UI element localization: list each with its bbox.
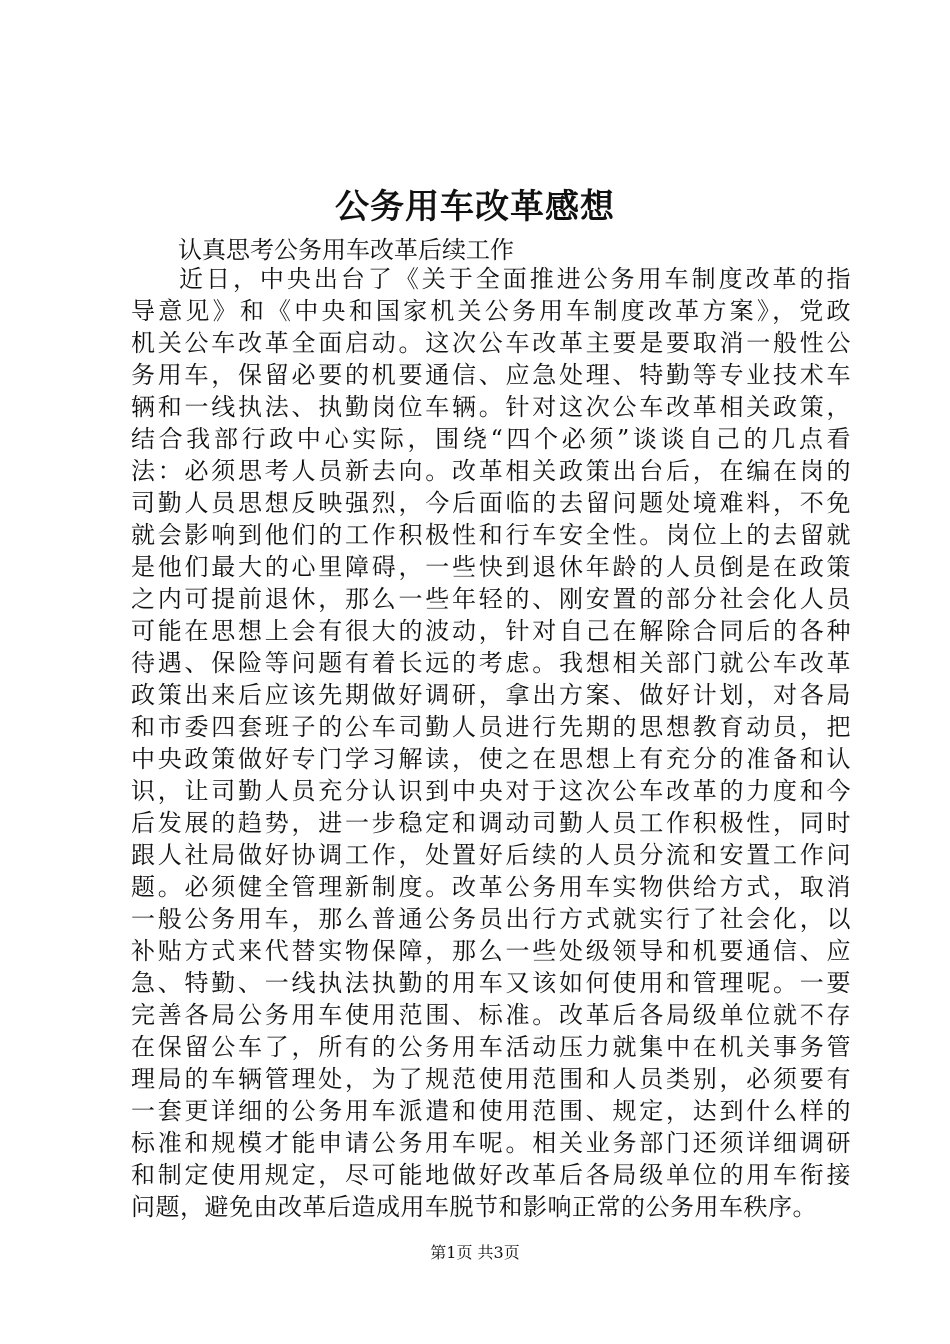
body-line: 导意见》和《中央和国家机关公务用车制度改革方案》，党政 xyxy=(131,297,851,325)
body-line: 司勤人员思想反映强烈，今后面临的去留问题处境难料，不免 xyxy=(131,489,851,517)
body-line: 可能在思想上会有很大的波动，针对自己在解除合同后的各种 xyxy=(131,617,851,645)
body-line: 政策出来后应该先期做好调研，拿出方案、做好计划，对各局 xyxy=(131,681,851,709)
body-line: 近日，中央出台了《关于全面推进公务用车制度改革的指 xyxy=(179,265,851,293)
body-line: 和制定使用规定，尽可能地做好改革后各局级单位的用车衔接 xyxy=(131,1161,851,1189)
body-line: 辆和一线执法、执勤岗位车辆。针对这次公车改革相关政策， xyxy=(131,393,851,421)
body-line: 后发展的趋势，进一步稳定和调动司勤人员工作积极性，同时 xyxy=(131,809,851,837)
body-line: 和市委四套班子的公车司勤人员进行先期的思想教育动员，把 xyxy=(131,713,851,741)
document-subtitle: 认真思考公务用车改革后续工作 xyxy=(178,236,514,264)
body-line: 急、特勤、一线执法执勤的用车又该如何使用和管理呢。一要 xyxy=(131,969,851,997)
body-line: 务用车，保留必要的机要通信、应急处理、特勤等专业技术车 xyxy=(131,361,851,389)
body-line: 补贴方式来代替实物保障，那么一些处级领导和机要通信、应 xyxy=(131,937,851,965)
document-title: 公务用车改革感想 xyxy=(335,187,615,227)
body-line: 一套更详细的公务用车派遣和使用范围、规定，达到什么样的 xyxy=(131,1097,851,1125)
body-line: 一般公务用车，那么普通公务员出行方式就实行了社会化，以 xyxy=(131,905,851,933)
body-line: 完善各局公务用车使用范围、标准。改革后各局级单位就不存 xyxy=(131,1001,851,1029)
page-number-footer: 第1页 共3页 xyxy=(430,1243,520,1262)
body-line: 跟人社局做好协调工作，处置好后续的人员分流和安置工作问 xyxy=(131,841,851,869)
body-line: 机关公车改革全面启动。这次公车改革主要是要取消一般性公 xyxy=(131,329,851,357)
body-line: 识，让司勤人员充分认识到中央对于这次公车改革的力度和今 xyxy=(131,777,851,805)
body-line: 在保留公车了，所有的公务用车活动压力就集中在机关事务管 xyxy=(131,1033,851,1061)
body-line: 之内可提前退休，那么一些年轻的、刚安置的部分社会化人员 xyxy=(131,585,851,613)
body-line: 待遇、保险等问题有着长远的考虑。我想相关部门就公车改革 xyxy=(131,649,851,677)
body-line: 理局的车辆管理处，为了规范使用范围和人员类别，必须要有 xyxy=(131,1065,851,1093)
body-line: 题。必须健全管理新制度。改革公务用车实物供给方式，取消 xyxy=(131,873,851,901)
body-line: 法：必须思考人员新去向。改革相关政策出台后，在编在岗的 xyxy=(131,457,851,485)
body-line: 结合我部行政中心实际，围绕“四个必须”谈谈自己的几点看 xyxy=(131,425,851,453)
body-line: 是他们最大的心里障碍，一些快到退休年龄的人员倒是在政策 xyxy=(131,553,851,581)
body-line: 就会影响到他们的工作积极性和行车安全性。岗位上的去留就 xyxy=(131,521,851,549)
body-line: 问题，避免由改革后造成用车脱节和影响正常的公务用车秩序。 xyxy=(131,1193,817,1221)
body-line: 标准和规模才能申请公务用车呢。相关业务部门还须详细调研 xyxy=(131,1129,851,1157)
body-line: 中央政策做好专门学习解读，使之在思想上有充分的准备和认 xyxy=(131,745,851,773)
document-body xyxy=(131,263,851,1223)
